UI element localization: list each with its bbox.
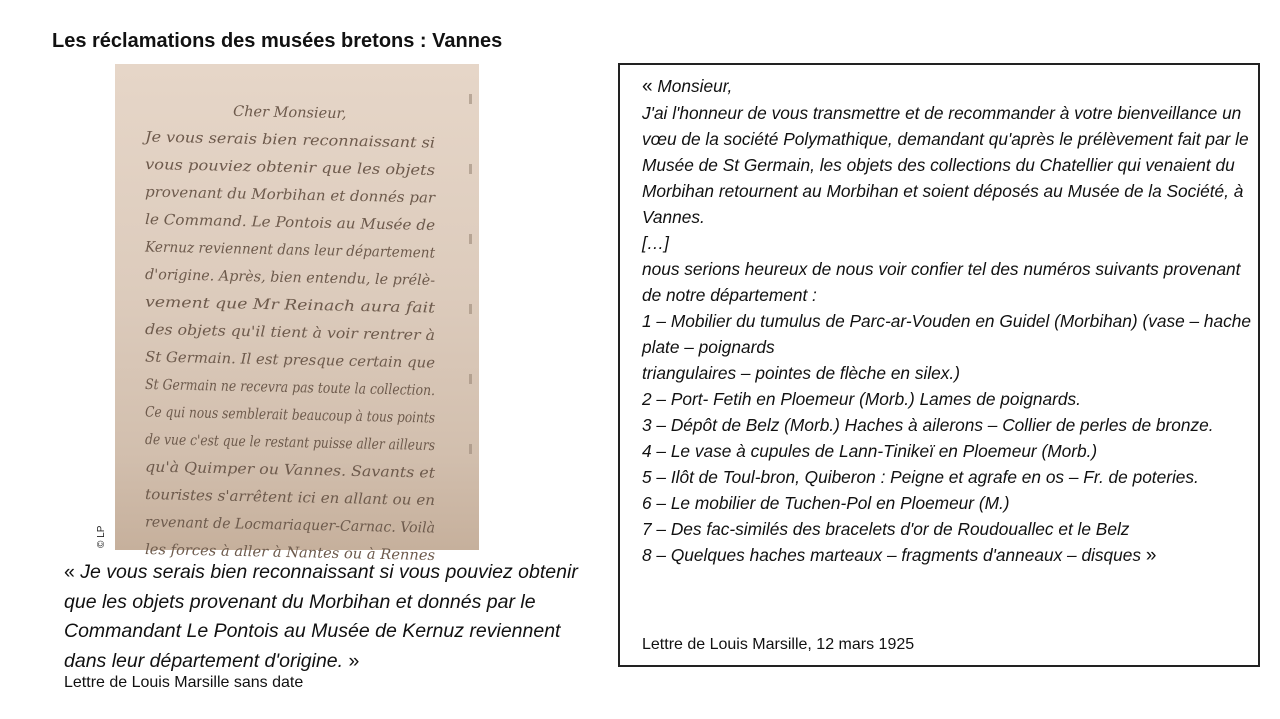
letter-greeting: Monsieur, — [657, 76, 733, 96]
handwritten-line: touristes s'arrêtent ici en allant ou en — [144, 487, 423, 509]
handwritten-line: les forces à aller à Nantes ou à Rennes — [144, 542, 433, 565]
handwritten-line: Ce qui nous semblerait beaucoup à tous points — [144, 404, 491, 428]
letter-source: Lettre de Louis Marsille, 12 mars 1925 — [642, 636, 915, 653]
margin-mark — [469, 164, 472, 174]
handwritten-line: vous pouviez obtenir que les objets — [144, 157, 404, 179]
letter-line: 2 – Port- Fetih en Ploemeur (Morb.) Lames de poignards. — [642, 389, 1081, 409]
handwritten-letter-image — [115, 64, 491, 565]
handwritten-line: Je vous serais bien reconnaissant si — [144, 129, 407, 151]
handwritten-line: St Germain ne recevra pas toute la collection. — [144, 377, 484, 401]
handwritten-line: vement que Mr Reinach aura fait — [144, 294, 390, 316]
margin-mark — [469, 94, 472, 104]
letter-transcription — [642, 73, 1257, 569]
handwritten-line: St Germain. Il est presque certain que — [144, 349, 428, 372]
letter-line: 7 – Des fac-similés des bracelets d'or de Roudouallec et le Belz — [642, 519, 1130, 539]
letter-open-mark: « — [642, 76, 653, 97]
margin-mark — [469, 304, 472, 314]
letter-line: nous serions heureux de nous voir confier tel des numéros suivants provenant de notre département : — [642, 259, 1241, 305]
left-quote-text: Je vous serais bien reconnaissant si vous pouviez obtenir que les objets provenant du Morbihan et donnés par le Commandant Le Pontois au Musée de Kernuz reviennent dans leur département d'origine. — [64, 561, 578, 672]
handwritten-line: d'origine. Après, bien entendu, le prélè- — [144, 267, 439, 290]
letter-line — [642, 73, 1257, 100]
letter-transcription-box — [618, 63, 1260, 667]
letter-line — [642, 542, 1257, 569]
margin-mark — [469, 444, 472, 454]
left-quote-open-mark: « — [64, 561, 75, 583]
left-quote — [64, 558, 604, 676]
handwritten-line: qu'à Quimper ou Vannes. Savants et — [144, 459, 412, 482]
handwritten-letter-photo — [115, 64, 491, 565]
slide-title: Les réclamations des musées bretons : Vannes — [52, 30, 503, 52]
letter-line: 6 – Le mobilier de Tuchen-Pol en Ploemeur (M.) — [642, 493, 1010, 513]
handwritten-line: provenant du Morbihan et donnés par — [144, 184, 426, 207]
letter-line: 3 – Dépôt de Belz (Morb.) Haches à ailerons – Collier de perles de bronze. — [642, 415, 1214, 435]
handwritten-line: le Command. Le Pontois au Musée de — [144, 212, 422, 234]
left-quote-close-mark: » — [348, 649, 360, 672]
letter-line: J'ai l'honneur de vous transmettre et de recommander à votre bienveillance un vœu de la société Polymathique, demandant qu'après le prélèvement fait par le Musée de St Germain, les objets des collections du Chatellier qui venaient du Morbihan retournent au Morbihan et soient déposés au Musée de la Société, à Vannes. — [642, 103, 1249, 227]
letter-line: […] — [642, 233, 669, 253]
handwritten-line: Cher Monsieur, — [232, 103, 347, 123]
handwritten-line: de vue c'est que le restant puisse aller ailleurs — [144, 432, 489, 456]
letter-last-item: 8 – Quelques haches marteaux – fragments d'anneaux – disques — [642, 545, 1142, 565]
handwritten-line: revenant de Locmariaquer-Carnac. Voilà — [144, 514, 444, 537]
handwritten-line: des objets qu'il tient à voir rentrer à — [144, 322, 413, 344]
margin-mark — [469, 234, 472, 244]
letter-line: 4 – Le vase à cupules de Lann-Tinikeï en Ploemeur (Morb.) — [642, 441, 1098, 461]
letter-line: triangulaires – pointes de flèche en silex.) — [642, 363, 960, 383]
photo-credit: © LP — [96, 525, 107, 548]
left-quote-source: Lettre de Louis Marsille sans date — [64, 674, 304, 691]
margin-mark — [469, 374, 472, 384]
letter-close-mark: » — [1145, 545, 1157, 566]
letter-line: 1 – Mobilier du tumulus de Parc-ar-Vouden en Guidel (Morbihan) (vase – hache plate – poignards — [642, 311, 1252, 357]
letter-line: 5 – Ilôt de Toul-bron, Quiberon : Peigne et agrafe en os – Fr. de poteries. — [642, 467, 1199, 487]
handwritten-line: Kernuz reviennent dans leur département — [144, 239, 455, 262]
